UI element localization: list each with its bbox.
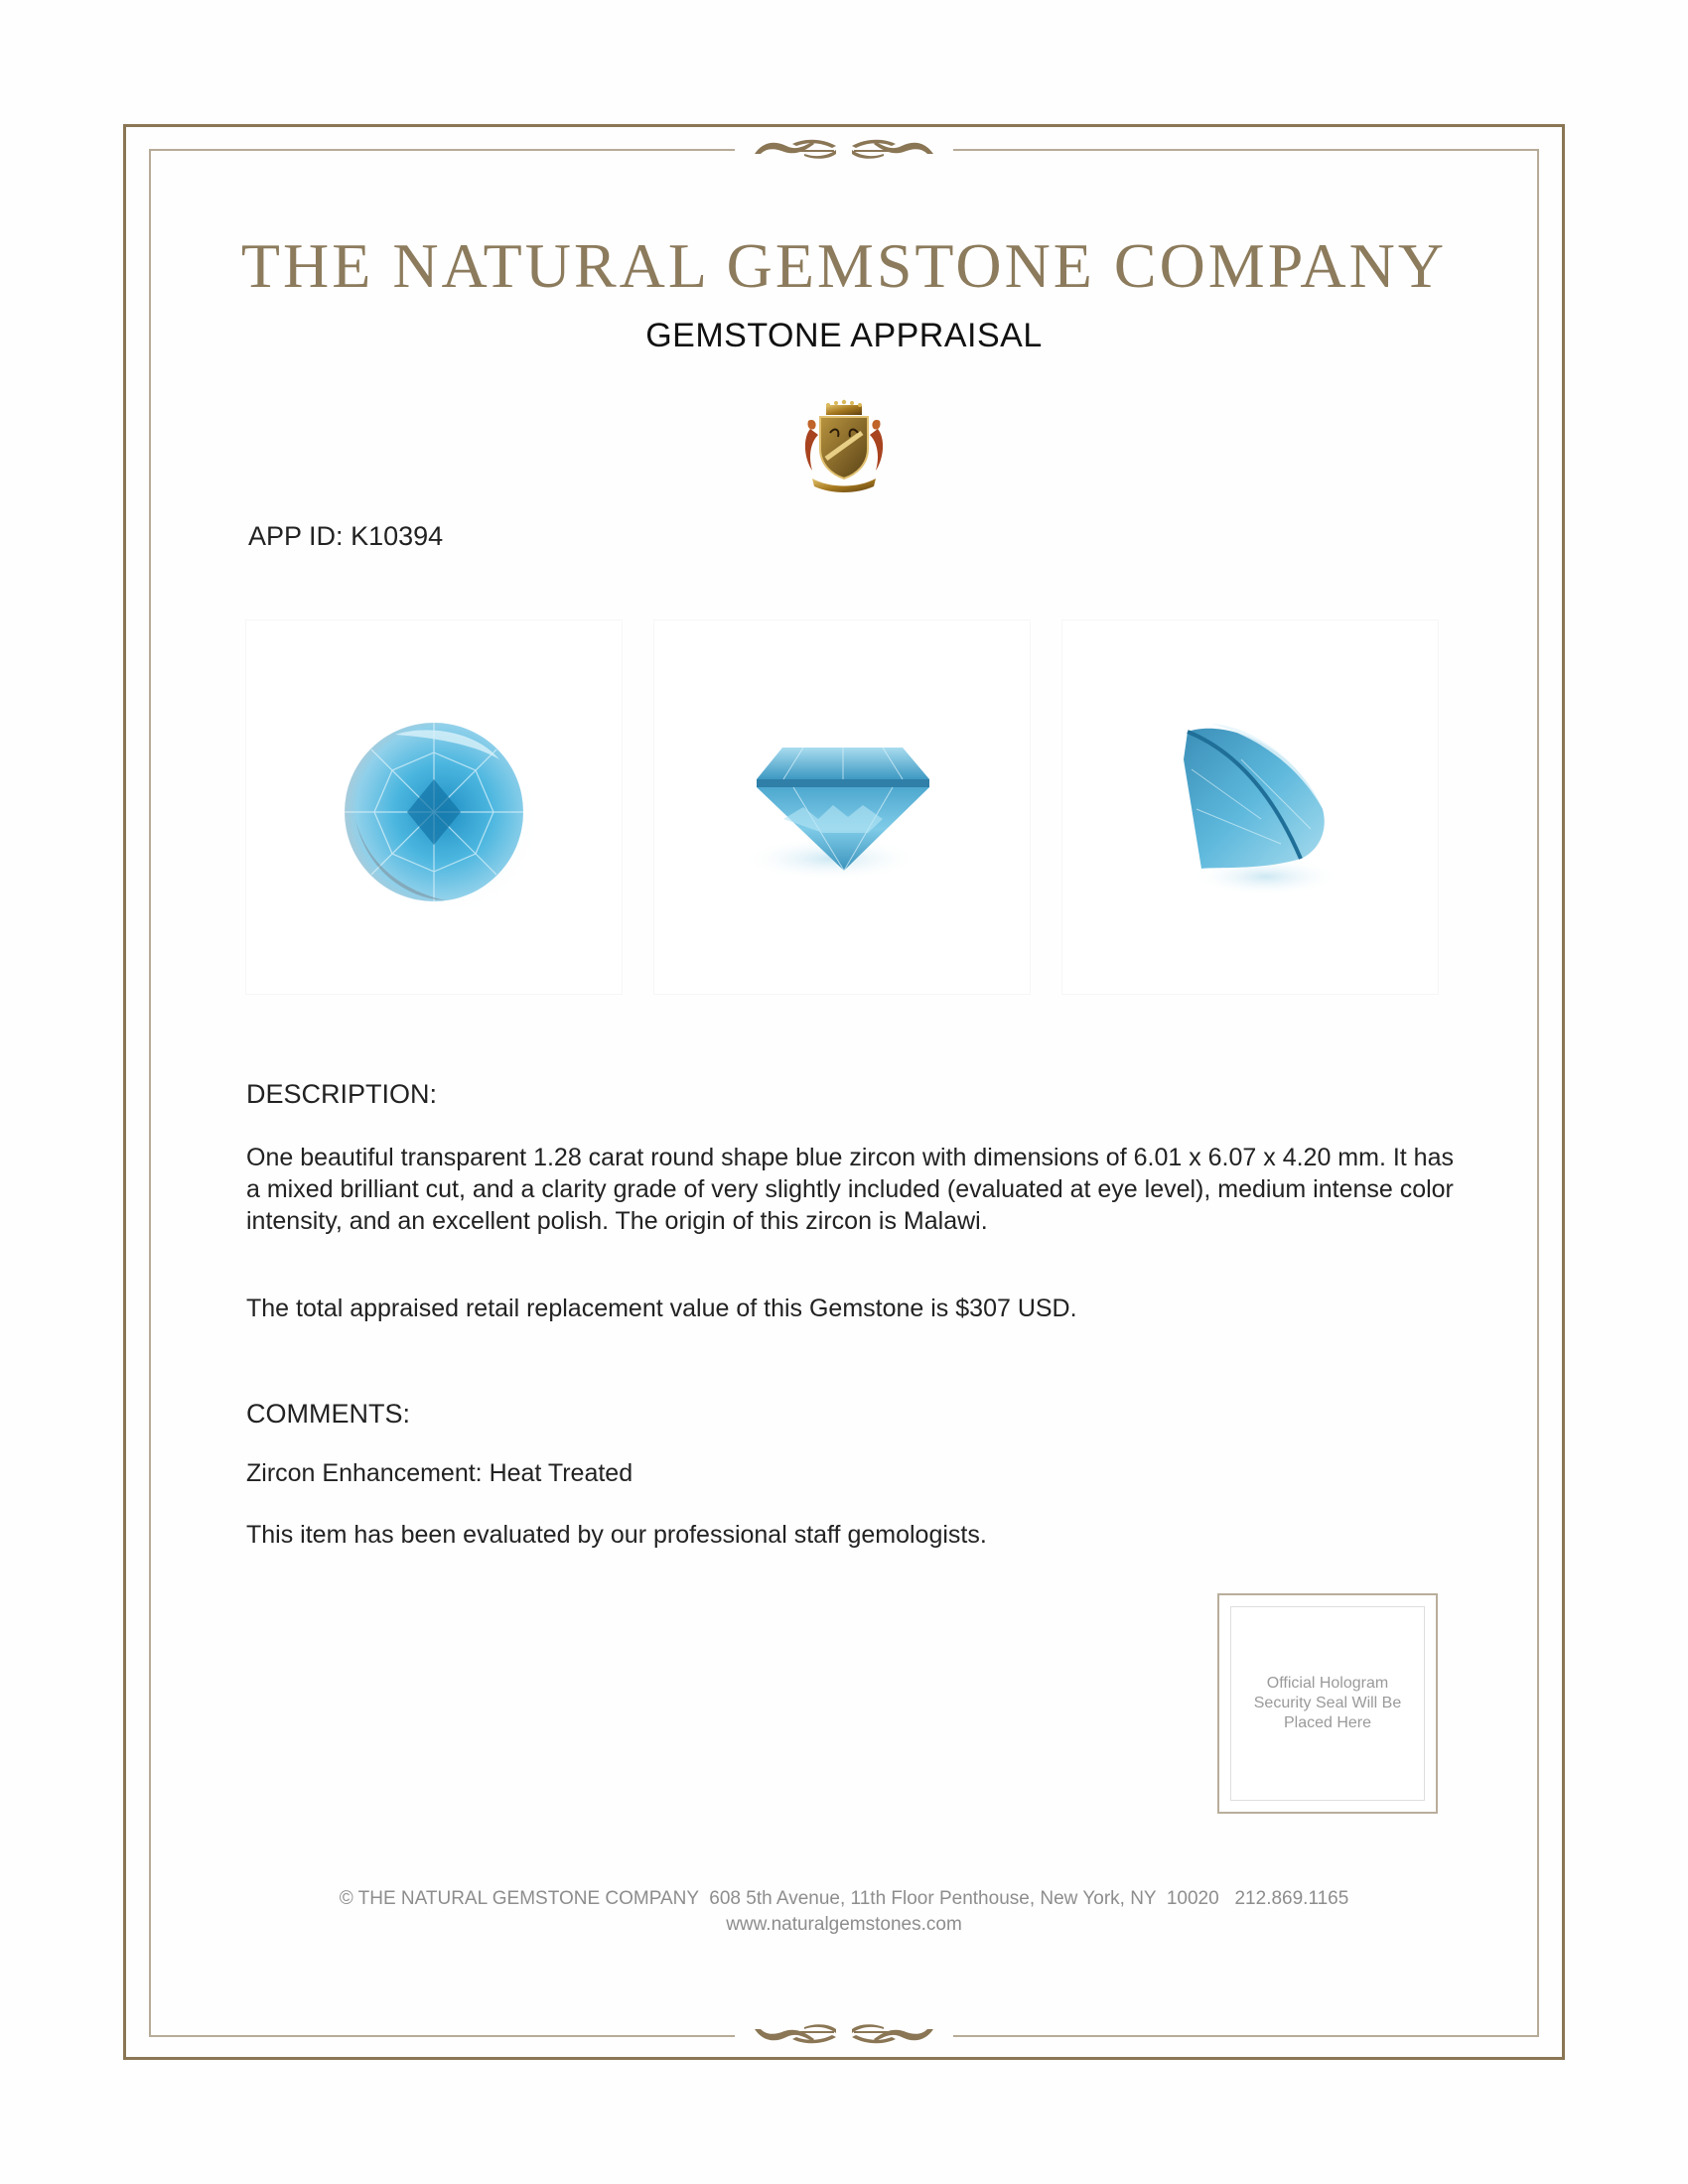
hologram-seal-text: Official Hologram Security Seal Will Be Placed Here [1253, 1675, 1402, 1731]
comments-heading: COMMENTS: [246, 1399, 410, 1429]
hologram-seal-inner-border [1230, 1606, 1425, 1801]
flourish-ornament-top-icon [735, 132, 953, 162]
document-title: GEMSTONE APPRAISAL [645, 317, 1043, 354]
gem-photo-side-view [654, 620, 1030, 994]
gem-photo-angled-view [1062, 620, 1438, 994]
company-name-title: THE NATURAL GEMSTONE COMPANY [240, 230, 1448, 301]
heraldic-crest-icon [800, 399, 888, 494]
evaluation-comment: This item has been evaluated by our professional staff gemologists. [246, 1521, 987, 1549]
appraised-value-statement: The total appraised retail replacement value of this Gemstone is $307 USD. [246, 1295, 1077, 1322]
app-id-value: K10394 [351, 521, 444, 551]
footer-website-link[interactable]: www.naturalgemstones.com [726, 1914, 962, 1935]
app-id [248, 518, 443, 554]
app-id-label: APP ID: [248, 521, 344, 551]
gem-photo-top-view [246, 620, 622, 994]
hologram-seal-placeholder [1217, 1593, 1438, 1814]
footer-address: © THE NATURAL GEMSTONE COMPANY 608 5th Avenue, 11th Floor Penthouse, New York, NY 10020 212.869.1165 [339, 1888, 1349, 1909]
description-text: One beautiful transparent 1.28 carat round shape blue zircon with dimensions of 6.01 x 6.07 x 4.20 mm. It has a mixed brilliant cut, and a clarity grade of very slightly included (evaluated at eye level), medium intense color intensity, and an excellent polish. The origin of this zircon is Malawi. [246, 1144, 1454, 1235]
description-heading: DESCRIPTION: [246, 1079, 438, 1109]
footer [149, 1886, 1539, 1938]
enhancement-comment: Zircon Enhancement: Heat Treated [246, 1459, 633, 1487]
flourish-ornament-bottom-icon [735, 2021, 953, 2051]
